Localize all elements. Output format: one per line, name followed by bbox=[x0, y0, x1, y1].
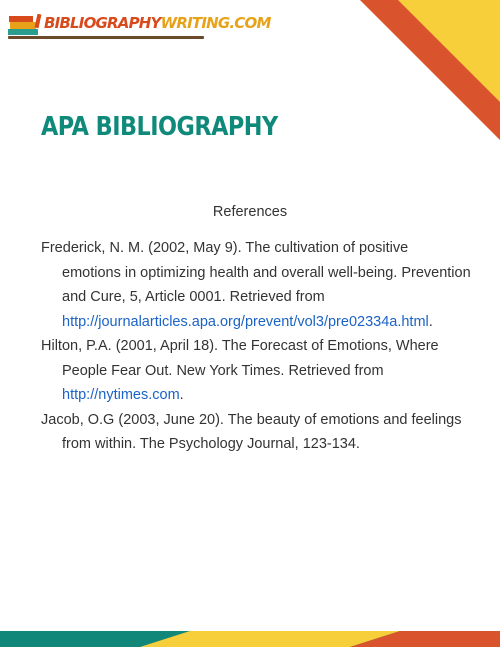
reference-link[interactable]: http://nytimes.com bbox=[62, 387, 180, 403]
reference-entry-2 bbox=[41, 334, 471, 408]
bottom-stripe-decoration bbox=[0, 631, 500, 647]
reference-entry-3 bbox=[41, 408, 471, 457]
page-title: APA BIBLIOGRAPHY bbox=[41, 112, 278, 142]
reference-trailing: . bbox=[428, 313, 433, 330]
references-list bbox=[41, 236, 471, 457]
books-icon bbox=[8, 14, 44, 36]
logo-text bbox=[44, 14, 271, 32]
reference-text: Jacob, O.G (2003, June 20). The beauty of emotions and feelings from within. The Psychology Journal, 123-134. bbox=[41, 411, 462, 452]
reference-trailing: . bbox=[179, 387, 184, 403]
reference-entry-1 bbox=[41, 236, 471, 334]
reference-text: Hilton, P.A. (2001, April 18). The Forecast of Emotions, Where People Fear Out. New York Times. Retrieved from bbox=[41, 338, 439, 379]
logo-underline bbox=[8, 36, 204, 39]
logo-text-part-b: WRITING.COM bbox=[160, 14, 271, 32]
site-logo[interactable] bbox=[8, 12, 271, 40]
reference-text: Frederick, N. M. (2002, May 9). The cultivation of positive emotions in optimizing health and overall well-being. Prevention and Cure, 5, Article 0001. Retrieved from bbox=[41, 240, 471, 305]
references-title: References bbox=[212, 204, 288, 220]
corner-decoration bbox=[360, 0, 500, 140]
reference-link[interactable]: http://journalarticles.apa.org/prevent/vol3/pre02334a.html bbox=[62, 313, 429, 330]
logo-text-part-a: BIBLIOGRAPHY bbox=[44, 14, 161, 32]
